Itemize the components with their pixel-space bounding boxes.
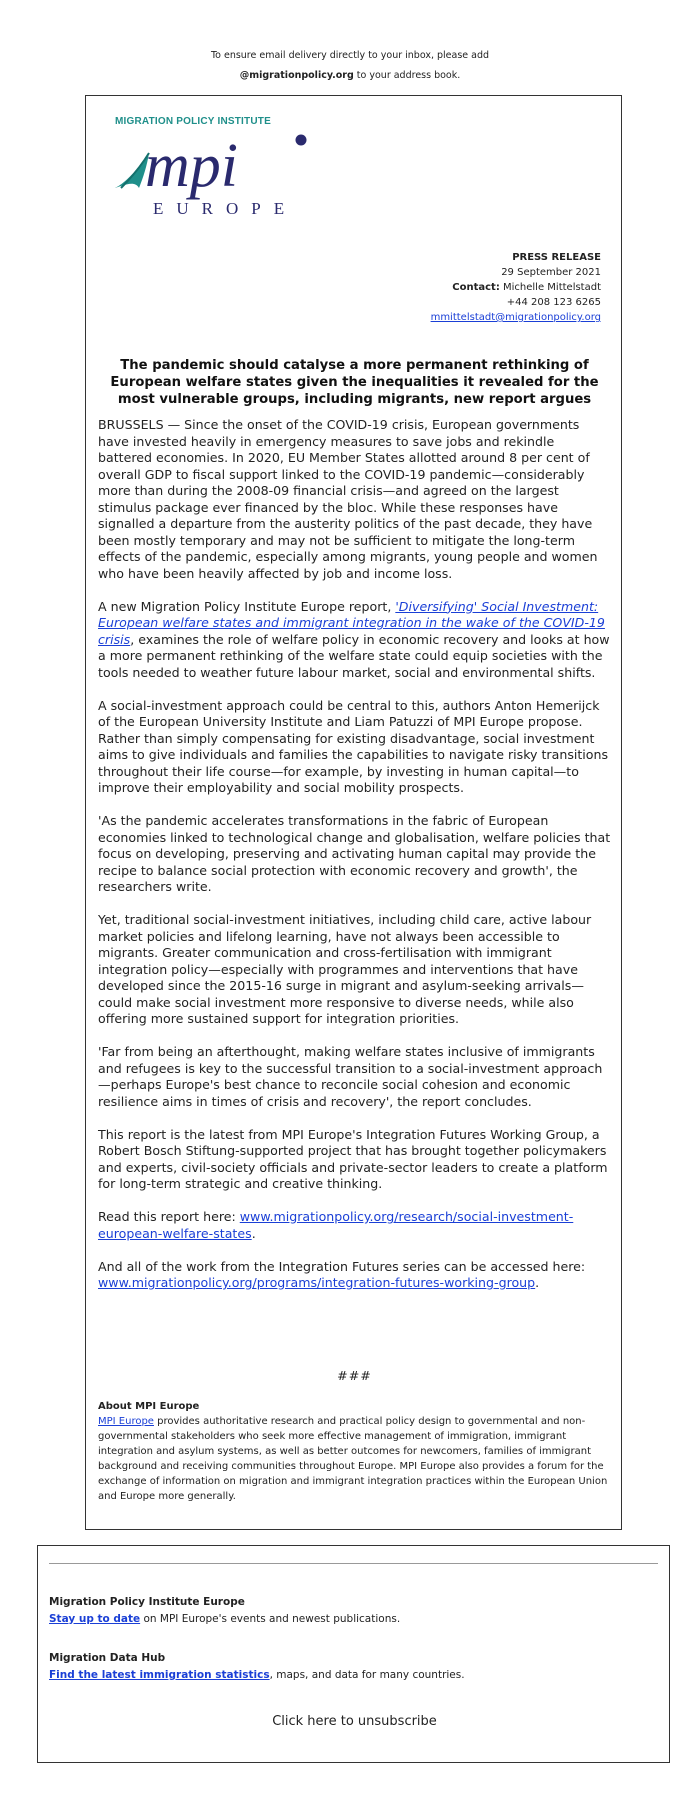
immigration-statistics-link[interactable]: Find the latest immigration statistics xyxy=(49,1669,270,1681)
press-release-date: 29 September 2021 xyxy=(501,267,601,278)
paragraph-8 xyxy=(98,1209,612,1242)
logo-arrow-icon xyxy=(115,153,149,188)
article-body xyxy=(98,417,612,1308)
paragraph-2-pre: A new Migration Policy Institute Europe report, xyxy=(98,598,396,614)
preheader-email: @migrationpolicy.org xyxy=(239,70,354,81)
headline: The pandemic should catalyse a more permanent rethinking of European welfare states given the inequalities it revealed for the most vulnerable groups, including migrants, new report argues xyxy=(110,358,599,407)
paragraph-8-post: . xyxy=(251,1225,256,1241)
paragraph-6: 'Far from being an afterthought, making welfare states inclusive of immigrants and refugees is key to the successful transition to a social-investment approach—perhaps Europe's best chance to reconcile social cohesion and economic resilience aims in times of crisis and recovery', the report concludes. xyxy=(98,1044,603,1109)
report-url-link[interactable]: www.migrationpolicy.org/research/social-investment-european-welfare-states xyxy=(98,1209,574,1241)
logo-main-text: mpi xyxy=(145,132,238,200)
paragraph-2 xyxy=(98,599,612,682)
press-contact xyxy=(431,280,601,295)
series-url-link[interactable]: www.migrationpolicy.org/programs/integration-futures-working-group xyxy=(98,1275,536,1290)
logo-sub-text: EUROPE xyxy=(153,199,298,218)
contact-label: Contact: xyxy=(452,282,500,293)
contact-email-link[interactable]: mmittelstadt@migrationpolicy.org xyxy=(430,312,601,323)
about-text xyxy=(98,1414,612,1504)
footer-section-data-hub xyxy=(49,1650,465,1684)
paragraph-9-pre: And all of the work from the Integration Futures series can be accessed here: xyxy=(98,1258,586,1274)
press-release-title: PRESS RELEASE xyxy=(512,252,601,263)
press-release-block xyxy=(431,250,601,325)
email-card xyxy=(85,95,622,1530)
paragraph-5: Yet, traditional social-investment initiatives, including child care, active labour market policies and lifelong learning, have not always been accessible to migrants. Greater communication and cross-fertilisation with immigrant integration policy—especially with programmes and interventions that have developed since the 2015-16 surge in migrant and asylum-seeking arrivals—could make social investment more responsive to diverse needs, while also offering more sustained support for integration priorities. xyxy=(98,912,592,1026)
paragraph-9 xyxy=(98,1259,612,1292)
about-title: About MPI Europe xyxy=(98,1401,200,1412)
paragraph-1: BRUSSELS — Since the onset of the COVID-19 crisis, European governments have invested heavily in emergency measures to save jobs and rekindle battered economies. In 2020, EU Member States allotted around 8 per cent of overall GDP to fiscal support linked to the COVID-19 pandemic—considerably more than during the 2008-09 financial crisis—and agreed on the largest stimulus package ever financed by the bloc. While these responses have signalled a departure from the austerity politics of the past decade, they have been mostly temporary and may not be sufficient to mitigate the long-term effects of the pandemic, especially among migrants, young people and women who have been heavily affected by job and income loss. xyxy=(98,417,598,581)
about-description: provides authoritative research and practical policy design to governmental and non-governmental stakeholders who seek more effective management of immigration, immigrant integration and asylum systems, as well as better outcomes for newcomers, families of immigrant background and receiving communities throughout Europe. MPI Europe also provides a forum for the exchange of information on migration and immigrant integration practices within the European Union and Europe more generally. xyxy=(98,1416,608,1502)
paragraph-7: This report is the latest from MPI Europe's Integration Futures Working Group, a Robert Bosch Stiftung-supported project that has brought together policymakers and experts, civil-society officials and private-sector leaders to create a platform for long-term strategic and creative thinking. xyxy=(98,1126,608,1191)
footer-section-2-text: , maps, and data for many countries. xyxy=(269,1669,465,1681)
footer-section-1-title: Migration Policy Institute Europe xyxy=(49,1596,245,1608)
preheader xyxy=(0,46,700,86)
about-mpi-europe-link[interactable]: MPI Europe xyxy=(98,1416,154,1427)
paragraph-3: A social-investment approach could be central to this, authors Anton Hemerijck of the European University Institute and Liam Patuzzi of MPI Europe propose. Rather than simply compensating for existing disadvantage, social investment aims to give individuals and families the capabilities to navigate risky transitions throughout their life course—for example, by investing in human capital—to improve their employability and social mobility prospects. xyxy=(98,697,609,795)
contact-phone: +44 208 123 6265 xyxy=(506,297,601,308)
footer-box xyxy=(37,1545,670,1763)
footer-section-mpi-europe xyxy=(49,1594,400,1628)
footer-divider xyxy=(49,1563,658,1564)
paragraph-8-pre: Read this report here: xyxy=(98,1209,240,1224)
mpi-europe-logo xyxy=(115,116,325,216)
footer-section-1-text: on MPI Europe's events and newest publications. xyxy=(140,1613,401,1625)
report-title-link[interactable]: 'Diversifying' Social Investment: European welfare states and immigrant integration in the wake of the COVID-19 crisis xyxy=(98,598,605,647)
paragraph-2-post: , examines the role of welfare policy in economic recovery and looks at how a more permanent rethinking of the welfare state could equip societies with the tools needed to weather future labour market, social and environmental shifts. xyxy=(98,631,610,680)
stay-up-to-date-link[interactable]: Stay up to date xyxy=(49,1613,141,1625)
contact-name: Michelle Mittelstadt xyxy=(499,282,601,293)
paragraph-4: 'As the pandemic accelerates transformations in the fabric of European economies linked to technological change and globalisation, welfare policies that focus on developing, preserving and activating human capital may provide the recipe to balance social protection with economic recovery and growth', the researchers write. xyxy=(98,813,611,894)
paragraph-9-post: . xyxy=(535,1275,540,1290)
logo-graphic xyxy=(115,126,325,222)
preheader-line-1: To ensure email delivery directly to your inbox, please add xyxy=(210,50,490,61)
about-section xyxy=(98,1399,612,1504)
section-separator: ### xyxy=(337,1368,372,1383)
preheader-line-2-suffix: to your address book. xyxy=(353,70,461,81)
logo-top-text: MIGRATION POLICY INSTITUTE xyxy=(115,116,271,127)
footer-section-2-title: Migration Data Hub xyxy=(49,1652,166,1664)
unsubscribe-link[interactable]: Click here to unsubscribe xyxy=(272,1714,437,1729)
preheader-line-2 xyxy=(0,66,700,86)
logo-dot-icon xyxy=(296,135,307,146)
